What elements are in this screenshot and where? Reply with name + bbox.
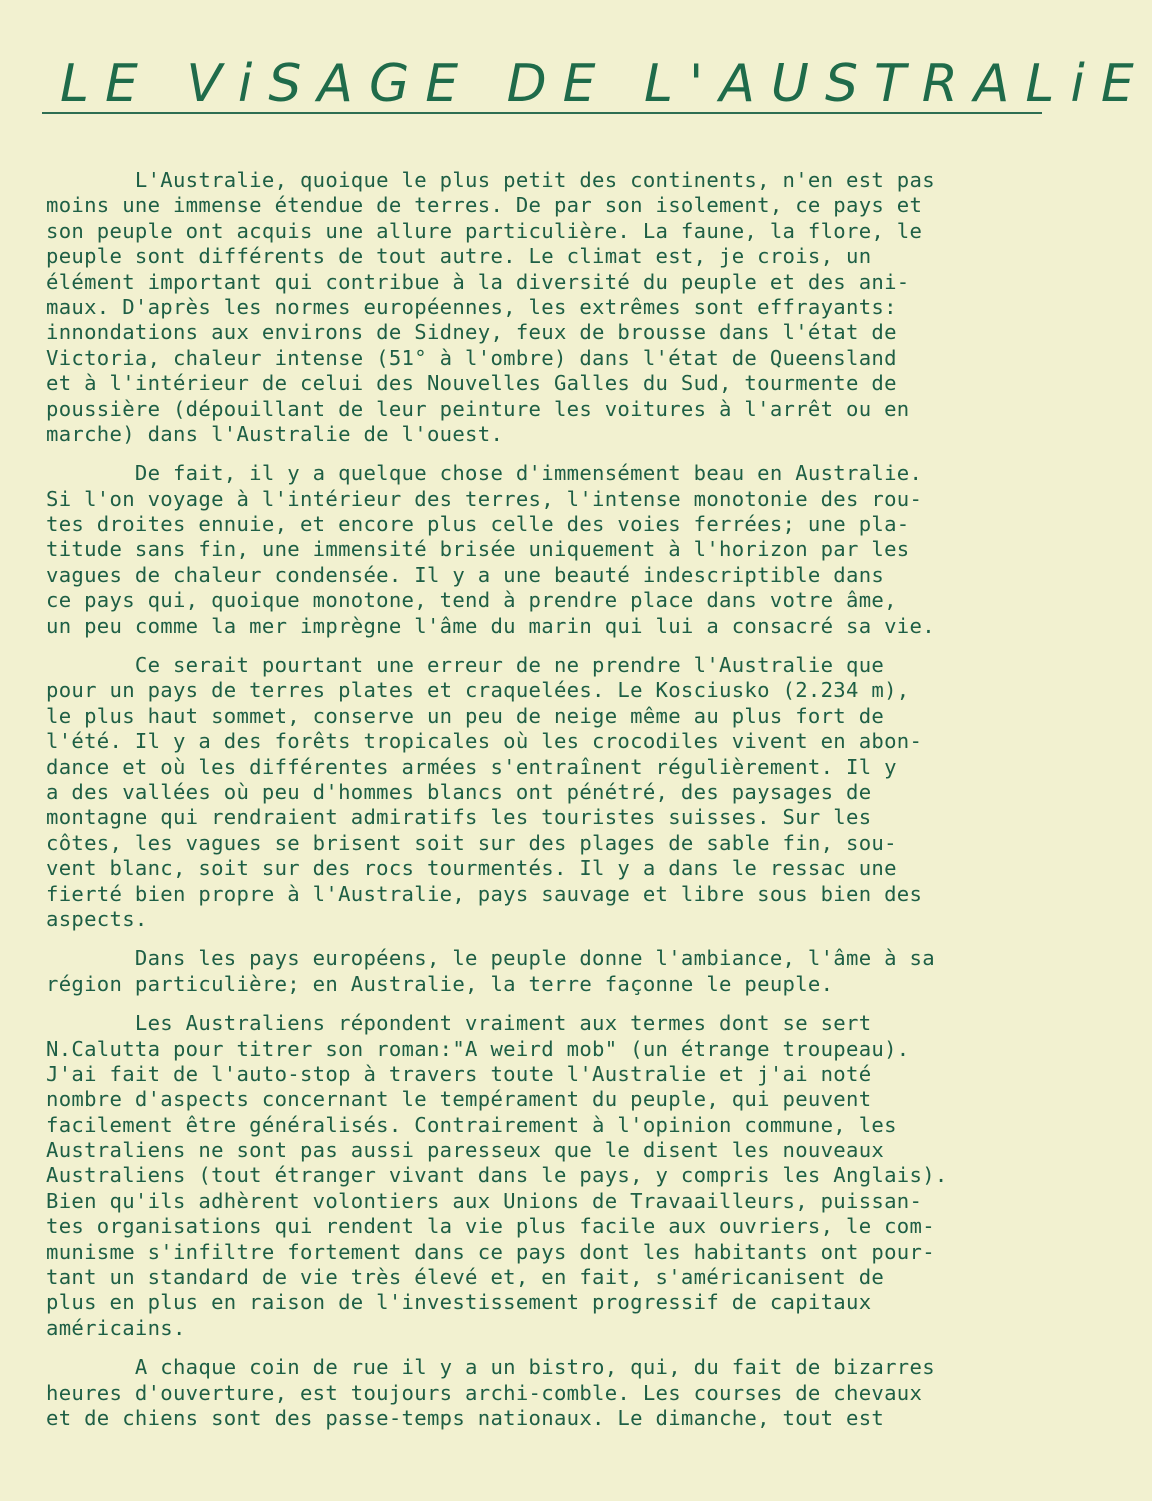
text-line: Bien qu'ils adhèrent volontiers aux Unions de Travaailleurs, puissan- <box>46 1188 923 1213</box>
text-line: et à l'intérieur de celui des Nouvelles Galles du Sud, tourmente de <box>46 371 897 396</box>
text-line: a des vallées où peu d'hommes blancs ont pénétré, des paysages de <box>46 779 872 804</box>
paragraph <box>46 653 1126 932</box>
text-line: N.Calutta pour titrer son roman:"A weird mob" (un étrange troupeau). <box>46 1036 910 1061</box>
text-line: nombre d'aspects concernant le tempérament du peuple, qui peuvent <box>46 1087 872 1112</box>
text-line: fierté bien propre à l'Australie, pays sauvage et libre sous bien des <box>46 881 923 906</box>
text-line: facilement être généralisés. Contrairement à l'opinion commune, les <box>46 1112 897 1137</box>
text-line: De fait, il y a quelque chose d'immensément beau en Australie. <box>46 461 923 486</box>
text-line: Si l'on voyage à l'intérieur des terres, l'intense monotonie des rou- <box>46 486 923 511</box>
paragraph <box>46 1355 1126 1431</box>
text-line: vagues de chaleur condensée. Il y a une beauté indescriptible dans <box>46 562 885 587</box>
text-line: l'été. Il y a des forêts tropicales où les crocodiles vivent en abon- <box>46 729 923 754</box>
text-line: Les Australiens répondent vraiment aux termes dont se sert <box>46 1011 872 1036</box>
text-line: titude sans fin, une immensité brisée uniquement à l'horizon par les <box>46 537 910 562</box>
title-underline <box>42 112 1042 114</box>
paragraph <box>46 1011 1126 1341</box>
text-line: munisme s'infiltre fortement dans ce pays dont les habitants ont pour- <box>46 1239 935 1264</box>
text-line: tes organisations qui rendent la vie plus facile aux ouvriers, le com- <box>46 1214 935 1239</box>
text-line: élément important qui contribue à la diversité du peuple et des ani- <box>46 269 910 294</box>
text-line: ce pays qui, quoique monotone, tend à prendre place dans votre âme, <box>46 588 897 613</box>
paragraph <box>46 946 1126 997</box>
text-line: tes droites ennuie, et encore plus celle des voies ferrées; une pla- <box>46 512 910 537</box>
text-line: et de chiens sont des passe-temps nationaux. Le dimanche, tout est <box>46 1405 885 1430</box>
text-line: vent blanc, soit sur des rocs tourmentés. Il y a dans le ressac une <box>46 856 897 881</box>
article-body <box>46 168 1126 1431</box>
text-line: américains. <box>46 1315 186 1340</box>
page-title: LE ViSAGE DE L'AUSTRALiE <box>60 54 1150 114</box>
text-line: son peuple ont acquis une allure particulière. La faune, la flore, le <box>46 218 923 243</box>
text-line: innondations aux environs de Sidney, feux de brousse dans l'état de <box>46 320 897 345</box>
text-line: pour un pays de terres plates et craquelées. Le Kosciusko (2.234 m), <box>46 678 910 703</box>
text-line: Australiens ne sont pas aussi paresseux que le disent les nouveaux <box>46 1138 885 1163</box>
text-line: un peu comme la mer imprègne l'âme du marin qui lui a consacré sa vie. <box>46 613 935 638</box>
text-line: région particulière; en Australie, la terre façonne le peuple. <box>46 971 834 996</box>
paragraph <box>46 168 1126 447</box>
paragraph <box>46 461 1126 639</box>
text-line: plus en plus en raison de l'investissement progressif de capitaux <box>46 1290 872 1315</box>
text-line: tant un standard de vie très élevé et, en fait, s'américanisent de <box>46 1265 885 1290</box>
text-line: poussière (dépouillant de leur peinture les voitures à l'arrêt ou en <box>46 396 910 421</box>
text-line: montagne qui rendraient admiratifs les touristes suisses. Sur les <box>46 805 872 830</box>
text-line: Dans les pays européens, le peuple donne l'ambiance, l'âme à sa <box>46 946 935 971</box>
text-line: le plus haut sommet, conserve un peu de neige même au plus fort de <box>46 703 885 728</box>
text-line: maux. D'après les normes européennes, les extrêmes sont effrayants: <box>46 294 897 319</box>
text-line: J'ai fait de l'auto-stop à travers toute l'Australie et j'ai noté <box>46 1061 872 1086</box>
text-line: Victoria, chaleur intense (51° à l'ombre) dans l'état de Queensland <box>46 345 897 370</box>
text-line: moins une immense étendue de terres. De par son isolement, ce pays et <box>46 193 923 218</box>
text-line: Ce serait pourtant une erreur de ne prendre l'Australie que <box>46 653 885 678</box>
text-line: A chaque coin de rue il y a un bistro, qui, du fait de bizarres <box>46 1355 935 1380</box>
text-line: heures d'ouverture, est toujours archi-comble. Les courses de chevaux <box>46 1380 923 1405</box>
text-line: marche) dans l'Australie de l'ouest. <box>46 421 504 446</box>
text-line: L'Australie, quoique le plus petit des continents, n'en est pas <box>46 168 935 192</box>
text-line: peuple sont différents de tout autre. Le climat est, je crois, un <box>46 244 872 269</box>
text-line: aspects. <box>46 906 148 931</box>
text-line: Australiens (tout étranger vivant dans le pays, y compris les Anglais). <box>46 1163 948 1188</box>
text-line: dance et où les différentes armées s'entraînent régulièrement. Il y <box>46 754 897 779</box>
text-line: côtes, les vagues se brisent soit sur des plages de sable fin, sou- <box>46 830 897 855</box>
